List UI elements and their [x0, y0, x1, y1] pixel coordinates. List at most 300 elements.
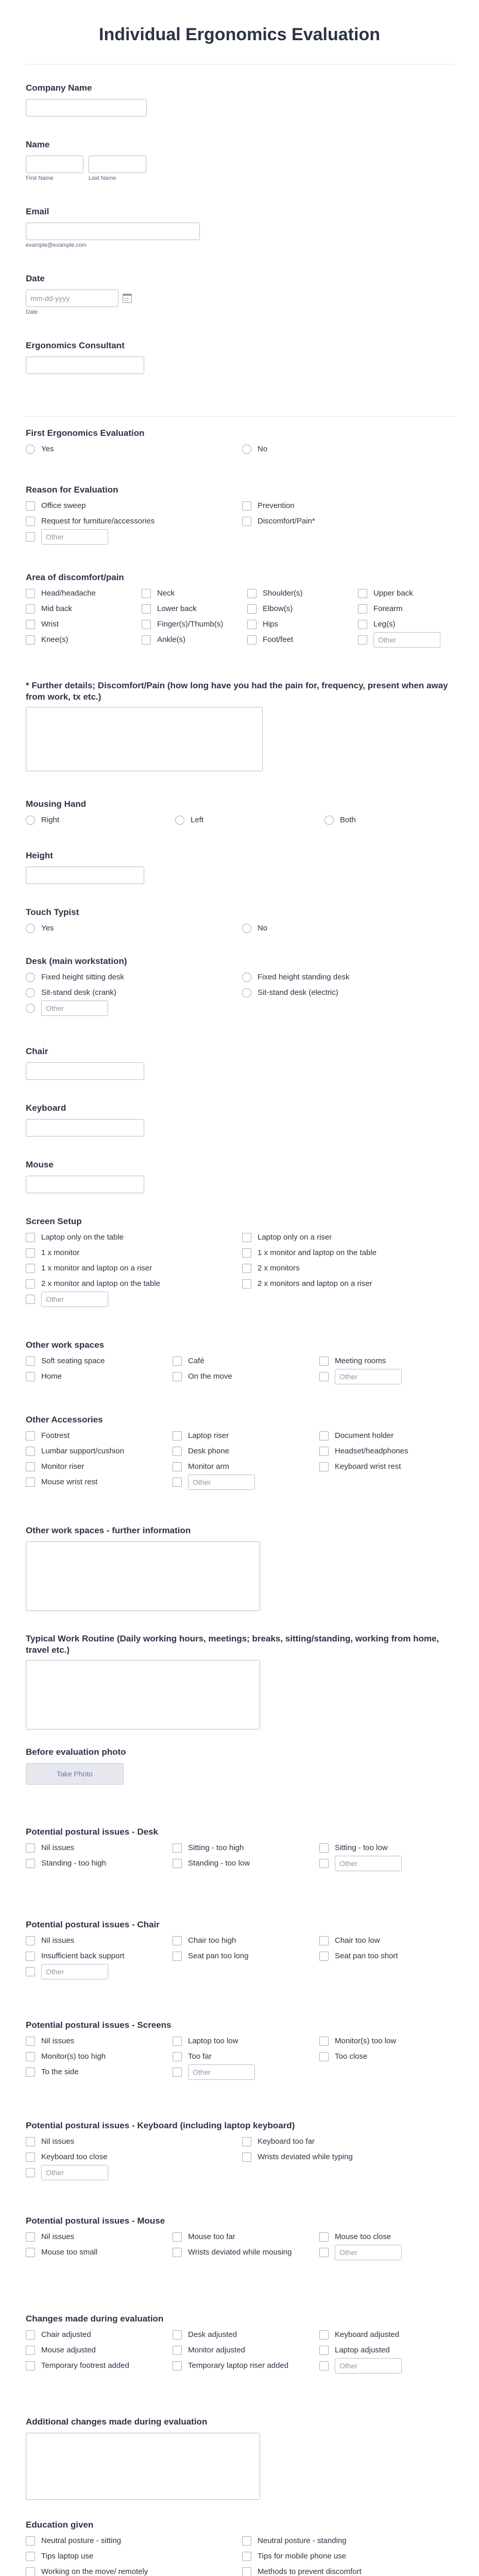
posture-mouse-option[interactable]: Nil issues	[26, 2232, 167, 2243]
checkbox-icon[interactable]	[26, 1431, 35, 1440]
discomfort-option[interactable]: Neck	[142, 588, 242, 600]
discomfort-option[interactable]: Forearm	[358, 604, 464, 615]
screen-setup-option[interactable]: 1 x monitor and laptop on the table	[242, 1248, 453, 1259]
consultant-input[interactable]	[26, 357, 144, 374]
checkbox-icon[interactable]	[26, 1447, 35, 1456]
education-option[interactable]: Methods to prevent discomfort	[242, 2567, 453, 2576]
radio-icon[interactable]	[242, 988, 251, 997]
reason-options	[26, 501, 453, 545]
consultant-field	[26, 340, 453, 374]
screen-setup-option[interactable]: Laptop only on a riser	[242, 1232, 453, 1244]
name-field	[26, 139, 453, 181]
mousing-hand-option[interactable]: Right	[26, 815, 170, 826]
posture-desk-field	[26, 1826, 453, 1871]
accessories-option[interactable]: Mouse wrist rest	[26, 1477, 167, 1490]
radio-icon[interactable]	[26, 1004, 35, 1013]
checkbox-icon[interactable]	[242, 2137, 251, 2146]
checkbox-icon[interactable]	[319, 1431, 329, 1440]
education-field	[26, 2519, 453, 2576]
first-name-input[interactable]	[26, 156, 83, 173]
checkbox-icon[interactable]	[173, 1859, 182, 1868]
mousing-hand-option[interactable]: Left	[175, 815, 319, 826]
checkbox-icon[interactable]	[247, 620, 256, 629]
other-spaces-option[interactable]: Soft seating space	[26, 1356, 167, 1367]
accessories-option-other[interactable]	[173, 1477, 314, 1490]
additional-changes-textarea[interactable]	[26, 2433, 260, 2500]
posture-screens-option[interactable]: Too far	[173, 2052, 314, 2063]
accessories-option[interactable]: Lumbar support/cushion	[26, 1446, 167, 1458]
posture-desk-option[interactable]: Standing - too high	[26, 1858, 167, 1871]
accessories-option[interactable]: Laptop riser	[173, 1431, 314, 1442]
checkbox-icon[interactable]	[26, 1967, 35, 1976]
education-options	[26, 2536, 453, 2576]
accessories-option[interactable]: Monitor riser	[26, 1462, 167, 1473]
checkbox-icon[interactable]	[26, 1372, 35, 1381]
checkbox-icon[interactable]	[26, 2567, 35, 2576]
other-spaces-option[interactable]: On the move	[173, 1371, 314, 1384]
checkbox-icon[interactable]	[173, 2052, 182, 2061]
posture-keyboard-options	[26, 2137, 453, 2180]
desk-option-other[interactable]	[26, 1003, 237, 1016]
posture-screens-option[interactable]: Monitor(s) too low	[319, 2036, 458, 2047]
posture-screens-label: Potential postural issues - Screens	[26, 2020, 172, 2030]
changes-made-option[interactable]: Mouse adjusted	[26, 2345, 167, 2357]
checkbox-icon[interactable]	[173, 1936, 182, 1945]
changes-made-option[interactable]: Temporary footrest added	[26, 2361, 167, 2374]
education-option[interactable]: Neutral posture - standing	[242, 2536, 453, 2547]
accessories-option[interactable]: Monitor arm	[173, 1462, 314, 1473]
radio-icon[interactable]	[26, 445, 35, 454]
other-spaces-option-other[interactable]	[319, 1371, 458, 1384]
checkbox-icon[interactable]	[173, 1357, 182, 1366]
checkbox-icon[interactable]	[242, 1248, 251, 1258]
checkbox-icon[interactable]	[26, 1843, 35, 1853]
discomfort-option[interactable]: Finger(s)/Thumb(s)	[142, 619, 242, 631]
desk-option[interactable]: Fixed height standing desk	[242, 972, 453, 984]
checkbox-icon[interactable]	[242, 2153, 251, 2162]
posture-chair-option-other[interactable]	[26, 1967, 167, 1979]
chair-input[interactable]	[26, 1062, 144, 1080]
discomfort-other-input[interactable]	[373, 632, 440, 648]
checkbox-icon[interactable]	[247, 635, 256, 645]
posture-mouse-option[interactable]: Wrists deviated while mousing	[173, 2247, 314, 2260]
email-sublabel: example@example.com	[26, 242, 87, 248]
other-spaces-option[interactable]: Home	[26, 1371, 167, 1384]
posture-mouse-option[interactable]: Mouse too small	[26, 2247, 167, 2260]
checkbox-icon[interactable]	[26, 2037, 35, 2046]
posture-mouse-options	[26, 2232, 453, 2260]
keyboard-input[interactable]	[26, 1119, 144, 1137]
desk-options	[26, 972, 453, 1016]
checkbox-icon[interactable]	[319, 2248, 329, 2257]
posture-mouse-label: Potential postural issues - Mouse	[26, 2216, 165, 2226]
mouse-label: Mouse	[26, 1160, 54, 1170]
discomfort-option[interactable]: Elbow(s)	[247, 604, 353, 615]
checkbox-icon[interactable]	[358, 604, 367, 614]
posture-keyboard-option[interactable]: Wrists deviated while typing	[242, 2152, 453, 2163]
checkbox-icon[interactable]	[26, 2346, 35, 2355]
checkbox-icon[interactable]	[26, 2052, 35, 2061]
other-spaces-label: Other work spaces	[26, 1340, 105, 1350]
checkbox-icon[interactable]	[26, 1295, 35, 1304]
posture-screens-option[interactable]: Too close	[319, 2052, 458, 2063]
changes-made-label: Changes made during evaluation	[26, 2314, 164, 2324]
mouse-input[interactable]	[26, 1176, 144, 1193]
checkbox-icon[interactable]	[173, 1462, 182, 1471]
checkbox-icon[interactable]	[319, 2361, 329, 2370]
radio-icon[interactable]	[26, 988, 35, 997]
checkbox-icon[interactable]	[26, 1248, 35, 1258]
checkbox-icon[interactable]	[26, 604, 35, 614]
radio-icon[interactable]	[175, 816, 184, 825]
changes-made-other-input[interactable]	[335, 2358, 402, 2374]
accessories-field	[26, 1414, 453, 1490]
checkbox-icon[interactable]	[319, 1843, 329, 1853]
radio-icon[interactable]	[242, 445, 251, 454]
changes-made-option[interactable]: Laptop adjusted	[319, 2345, 458, 2357]
checkbox-icon[interactable]	[26, 2232, 35, 2242]
radio-icon[interactable]	[26, 973, 35, 982]
discomfort-option[interactable]: Upper back	[358, 588, 464, 600]
discomfort-option[interactable]: Lower back	[142, 604, 242, 615]
discomfort-field	[26, 572, 453, 648]
checkbox-icon[interactable]	[173, 1447, 182, 1456]
first-eval-option-yes[interactable]: Yes	[26, 444, 237, 455]
checkbox-icon[interactable]	[142, 635, 151, 645]
posture-screens-option-other[interactable]	[173, 2067, 314, 2080]
posture-chair-option[interactable]: Chair too high	[173, 1936, 314, 1947]
radio-icon[interactable]	[26, 924, 35, 933]
checkbox-icon[interactable]	[26, 2248, 35, 2257]
radio-icon[interactable]	[324, 816, 334, 825]
discomfort-options	[26, 588, 453, 648]
posture-keyboard-other-input[interactable]	[41, 2165, 108, 2180]
touch-typist-option[interactable]: Yes	[26, 923, 237, 935]
checkbox-icon[interactable]	[173, 2346, 182, 2355]
other-spaces-other-input[interactable]	[335, 1369, 402, 1384]
checkbox-icon[interactable]	[173, 1952, 182, 1961]
routine-textarea[interactable]	[26, 1660, 260, 1730]
posture-chair-option[interactable]: Insufficient back support	[26, 1951, 167, 1962]
education-option[interactable]: Working on the move/ remotely	[26, 2567, 237, 2576]
posture-screens-option[interactable]: Nil issues	[26, 2036, 167, 2047]
discomfort-label: Area of discomfort/pain	[26, 572, 124, 582]
posture-keyboard-field	[26, 2120, 453, 2180]
posture-screens-field	[26, 2020, 453, 2080]
checkbox-icon[interactable]	[319, 2052, 329, 2061]
screen-setup-option-other[interactable]	[26, 1294, 237, 1307]
screen-setup-option[interactable]: Laptop only on the table	[26, 1232, 237, 1244]
desk-option[interactable]: Sit-stand desk (electric)	[242, 988, 453, 999]
mousing-hand-options	[26, 815, 453, 826]
posture-keyboard-option[interactable]: Nil issues	[26, 2137, 237, 2148]
accessories-label: Other Accessories	[26, 1415, 103, 1425]
posture-desk-option[interactable]: Nil issues	[26, 1843, 167, 1854]
posture-desk-option[interactable]: Sitting - too low	[319, 1843, 458, 1854]
checkbox-icon[interactable]	[358, 635, 367, 645]
further-details-textarea[interactable]	[26, 707, 263, 771]
height-input[interactable]	[26, 867, 144, 884]
checkbox-icon[interactable]	[319, 1447, 329, 1456]
other-spaces-options	[26, 1356, 453, 1384]
routine-label: Typical Work Routine (Daily working hours, meetings; breaks, sitting/standing, working from home, travel etc.)	[26, 1634, 439, 1655]
checkbox-icon[interactable]	[319, 2346, 329, 2355]
mouse-field	[26, 1159, 453, 1193]
desk-option[interactable]: Sit-stand desk (crank)	[26, 988, 237, 999]
additional-changes-label: Additional changes made during evaluation	[26, 2417, 208, 2427]
discomfort-option[interactable]: Foot/feet	[247, 635, 353, 648]
checkbox-icon[interactable]	[26, 517, 35, 526]
checkbox-icon[interactable]	[173, 2361, 182, 2370]
company-name-label: Company Name	[26, 83, 92, 93]
form-title: Individual Ergonomics Evaluation	[99, 25, 380, 44]
posture-screens-option[interactable]: To the side	[26, 2067, 167, 2080]
posture-desk-option[interactable]: Standing - too low	[173, 1858, 314, 1871]
checkbox-icon[interactable]	[173, 2037, 182, 2046]
reason-option[interactable]: Prevention	[242, 501, 453, 512]
posture-chair-other-input[interactable]	[41, 1964, 108, 1979]
touch-typist-label: Touch Typist	[26, 907, 79, 917]
posture-mouse-option[interactable]: Mouse too far	[173, 2232, 314, 2243]
posture-chair-option[interactable]: Seat pan too short	[319, 1951, 458, 1962]
checkbox-icon[interactable]	[26, 1357, 35, 1366]
calendar-icon[interactable]	[123, 294, 132, 303]
checkbox-icon[interactable]	[142, 604, 151, 614]
posture-desk-option-other[interactable]	[319, 1858, 458, 1871]
checkbox-icon[interactable]	[26, 620, 35, 629]
mousing-hand-field	[26, 799, 453, 826]
posture-chair-option[interactable]: Seat pan too long	[173, 1951, 314, 1962]
date-sublabel: Date	[26, 309, 38, 315]
education-option[interactable]: Tips for mobile phone use	[242, 2551, 453, 2563]
posture-desk-other-input[interactable]	[335, 1856, 402, 1871]
posture-screens-other-input[interactable]	[188, 2064, 255, 2080]
other-spaces-info-textarea[interactable]	[26, 1541, 260, 1611]
company-name-field	[26, 82, 453, 116]
checkbox-icon[interactable]	[247, 604, 256, 614]
changes-made-option[interactable]: Temporary laptop riser added	[173, 2361, 314, 2374]
screen-setup-option[interactable]: 2 x monitors and laptop on a riser	[242, 1279, 453, 1290]
discomfort-option-other[interactable]	[358, 635, 464, 648]
checkbox-icon[interactable]	[26, 2361, 35, 2370]
before-photo-field	[26, 1747, 453, 1785]
posture-screens-option[interactable]: Laptop too low	[173, 2036, 314, 2047]
checkbox-icon[interactable]	[358, 589, 367, 598]
accessories-option[interactable]: Document holder	[319, 1431, 458, 1442]
reason-option[interactable]: Discomfort/Pain*	[242, 516, 453, 528]
changes-made-field	[26, 2313, 453, 2374]
checkbox-icon[interactable]	[173, 1372, 182, 1381]
further-details-field	[26, 680, 453, 771]
checkbox-icon[interactable]	[26, 1478, 35, 1487]
checkbox-icon[interactable]	[319, 2330, 329, 2340]
reason-field	[26, 484, 453, 545]
discomfort-option[interactable]: Hips	[247, 619, 353, 631]
posture-mouse-option[interactable]: Mouse too close	[319, 2232, 458, 2243]
accessories-other-input[interactable]	[188, 1475, 255, 1490]
reason-other-input[interactable]	[41, 529, 108, 545]
posture-chair-option[interactable]: Nil issues	[26, 1936, 167, 1947]
changes-made-options	[26, 2330, 453, 2374]
checkbox-icon[interactable]	[319, 1357, 329, 1366]
mousing-hand-option[interactable]: Both	[324, 815, 458, 826]
screen-setup-option[interactable]: 2 x monitors	[242, 1263, 453, 1275]
checkbox-icon[interactable]	[26, 1233, 35, 1242]
checkbox-icon[interactable]	[173, 1431, 182, 1440]
accessories-option[interactable]: Keyboard wrist rest	[319, 1462, 458, 1473]
other-spaces-option[interactable]: Café	[173, 1356, 314, 1367]
checkbox-icon[interactable]	[26, 2067, 35, 2077]
checkbox-icon[interactable]	[173, 2067, 182, 2077]
touch-typist-options	[26, 923, 453, 935]
discomfort-option[interactable]: Shoulder(s)	[247, 588, 353, 600]
company-name-input[interactable]	[26, 99, 147, 116]
discomfort-option[interactable]: Leg(s)	[358, 619, 464, 631]
checkbox-icon[interactable]	[26, 2137, 35, 2146]
radio-icon[interactable]	[26, 816, 35, 825]
education-option[interactable]: Neutral posture - sitting	[26, 2536, 237, 2547]
mousing-hand-label: Mousing Hand	[26, 799, 87, 809]
other-spaces-field	[26, 1340, 453, 1384]
checkbox-icon[interactable]	[173, 2232, 182, 2242]
changes-made-option[interactable]: Desk adjusted	[173, 2330, 314, 2341]
changes-made-option[interactable]: Keyboard adjusted	[319, 2330, 458, 2341]
date-input[interactable]	[26, 290, 118, 307]
first-name-sublabel: First Name	[26, 175, 54, 181]
checkbox-icon[interactable]	[26, 501, 35, 511]
checkbox-icon[interactable]	[26, 1264, 35, 1273]
posture-chair-label: Potential postural issues - Chair	[26, 1920, 160, 1929]
discomfort-option[interactable]: Knee(s)	[26, 635, 136, 648]
posture-keyboard-option[interactable]: Keyboard too far	[242, 2137, 453, 2148]
checkbox-icon[interactable]	[319, 1859, 329, 1868]
before-photo-button[interactable]: Take Photo	[26, 1763, 124, 1785]
checkbox-icon[interactable]	[26, 1936, 35, 1945]
checkbox-icon[interactable]	[173, 1843, 182, 1853]
reason-option-other[interactable]	[26, 532, 237, 545]
date-field	[26, 273, 453, 315]
desk-label: Desk (main workstation)	[26, 956, 127, 966]
checkbox-icon[interactable]	[26, 2168, 35, 2177]
chair-field	[26, 1046, 453, 1080]
posture-mouse-other-input[interactable]	[335, 2245, 402, 2260]
further-details-label: * Further details; Discomfort/Pain (how long have you had the pain for, frequency, present when away from work, tx etc.)	[26, 681, 448, 702]
checkbox-icon[interactable]	[173, 1478, 182, 1487]
desk-other-input[interactable]	[41, 1001, 108, 1016]
posture-mouse-option-other[interactable]	[319, 2247, 458, 2260]
checkbox-icon[interactable]	[142, 620, 151, 629]
accessories-option[interactable]: Headset/headphones	[319, 1446, 458, 1458]
checkbox-icon[interactable]	[26, 589, 35, 598]
posture-keyboard-option-other[interactable]	[26, 2167, 237, 2180]
changes-made-option[interactable]: Chair adjusted	[26, 2330, 167, 2341]
screen-setup-label: Screen Setup	[26, 1216, 82, 1226]
checkbox-icon[interactable]	[319, 2232, 329, 2242]
screen-setup-field	[26, 1216, 453, 1307]
checkbox-icon[interactable]	[247, 589, 256, 598]
screen-setup-option[interactable]: 1 x monitor	[26, 1248, 237, 1259]
checkbox-icon[interactable]	[26, 2536, 35, 2546]
checkbox-icon[interactable]	[242, 1233, 251, 1242]
posture-keyboard-label: Potential postural issues - Keyboard (including laptop keyboard)	[26, 2121, 295, 2130]
last-name-input[interactable]	[89, 156, 146, 173]
checkbox-icon[interactable]	[319, 1372, 329, 1381]
checkbox-icon[interactable]	[319, 2037, 329, 2046]
desk-option[interactable]: Fixed height sitting desk	[26, 972, 237, 984]
education-option[interactable]: Tips laptop use	[26, 2551, 237, 2563]
checkbox-icon[interactable]	[26, 1859, 35, 1868]
education-label: Education given	[26, 2520, 94, 2530]
posture-desk-option[interactable]: Sitting - too high	[173, 1843, 314, 1854]
checkbox-icon[interactable]	[26, 2153, 35, 2162]
checkbox-icon[interactable]	[26, 1279, 35, 1289]
checkbox-icon[interactable]	[319, 1952, 329, 1961]
first-eval-label: First Ergonomics Evaluation	[26, 428, 145, 438]
checkbox-icon[interactable]	[319, 1462, 329, 1471]
touch-typist-option[interactable]: No	[242, 923, 453, 935]
checkbox-icon[interactable]	[319, 1936, 329, 1945]
discomfort-option[interactable]: Mid back	[26, 604, 136, 615]
checkbox-icon[interactable]	[242, 2552, 251, 2561]
checkbox-icon[interactable]	[242, 2536, 251, 2546]
checkbox-icon[interactable]	[358, 620, 367, 629]
accessories-option[interactable]: Footrest	[26, 1431, 167, 1442]
reason-label: Reason for Evaluation	[26, 485, 118, 495]
screen-setup-option[interactable]: 1 x monitor and laptop on a riser	[26, 1263, 237, 1275]
discomfort-option[interactable]: Wrist	[26, 619, 136, 631]
checkbox-icon[interactable]	[242, 1279, 251, 1289]
checkbox-icon[interactable]	[242, 501, 251, 511]
posture-keyboard-option[interactable]: Keyboard too close	[26, 2152, 237, 2163]
checkbox-icon[interactable]	[242, 1264, 251, 1273]
other-spaces-option[interactable]: Meeting rooms	[319, 1356, 458, 1367]
changes-made-option-other[interactable]	[319, 2361, 458, 2374]
checkbox-icon[interactable]	[26, 1952, 35, 1961]
email-input[interactable]	[26, 223, 200, 240]
reason-option[interactable]: Office sweep	[26, 501, 237, 512]
checkbox-icon[interactable]	[142, 589, 151, 598]
additional-changes-field	[26, 2416, 453, 2500]
email-label: Email	[26, 207, 49, 216]
section-divider	[25, 416, 454, 417]
posture-chair-option[interactable]: Chair too low	[319, 1936, 458, 1947]
checkbox-icon[interactable]	[26, 1462, 35, 1471]
screen-setup-option[interactable]: 2 x monitor and laptop on the table	[26, 1279, 237, 1290]
discomfort-option[interactable]: Ankle(s)	[142, 635, 242, 648]
checkbox-icon[interactable]	[173, 2330, 182, 2340]
checkbox-icon[interactable]	[173, 2248, 182, 2257]
first-eval-field	[26, 428, 453, 455]
first-eval-option-no[interactable]: No	[242, 444, 453, 455]
checkbox-icon[interactable]	[26, 2552, 35, 2561]
accessories-option[interactable]: Desk phone	[173, 1446, 314, 1458]
checkbox-icon[interactable]	[242, 2567, 251, 2576]
checkbox-icon[interactable]	[242, 517, 251, 526]
checkbox-icon[interactable]	[26, 635, 35, 645]
changes-made-option[interactable]: Monitor adjusted	[173, 2345, 314, 2357]
checkbox-icon[interactable]	[26, 532, 35, 541]
reason-option[interactable]: Request for furniture/accessories	[26, 516, 237, 528]
radio-icon[interactable]	[242, 973, 251, 982]
height-label: Height	[26, 851, 53, 860]
first-name-group	[26, 156, 83, 181]
first-eval-options	[26, 444, 453, 455]
screen-setup-other-input[interactable]	[41, 1292, 108, 1307]
checkbox-icon[interactable]	[26, 2330, 35, 2340]
discomfort-option[interactable]: Head/headache	[26, 588, 136, 600]
radio-icon[interactable]	[242, 924, 251, 933]
posture-screens-option[interactable]: Monitor(s) too high	[26, 2052, 167, 2063]
